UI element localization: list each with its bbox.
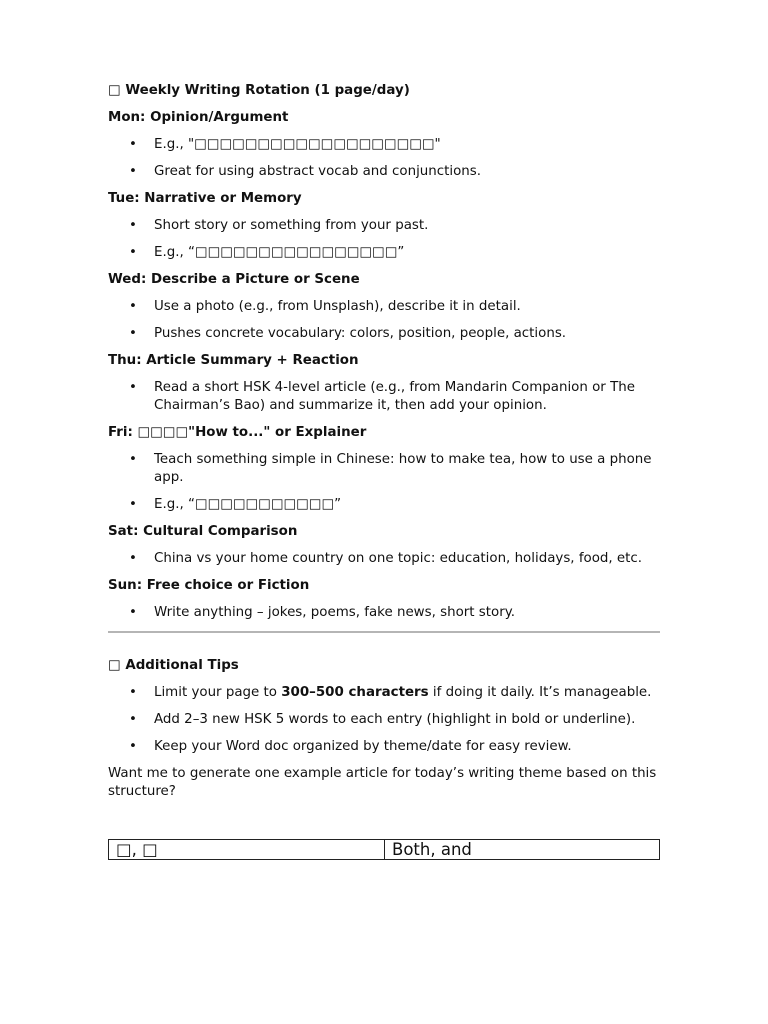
day-list-sun: [108, 604, 660, 622]
tip-text: Limit your page to: [154, 685, 282, 700]
list-item: • E.g., “□□□□□□□□□□□□□□□□”: [108, 244, 660, 262]
day-list-wed: [108, 298, 660, 343]
day-heading-tue: Tue: Narrative or Memory: [108, 191, 302, 206]
list-item: • Add 2–3 new HSK 5 words to each entry (highlight in bold or underline).: [108, 711, 660, 729]
day-heading-sat: Sat: Cultural Comparison: [108, 524, 298, 539]
list-item: • Short story or something from your past.: [108, 217, 660, 235]
day-list-mon: [108, 136, 660, 181]
horizontal-divider: [108, 631, 660, 633]
day-heading-mon: Mon: Opinion/Argument: [108, 110, 289, 125]
tips-title: [108, 657, 660, 675]
list-item: • China vs your home country on one topic: education, holidays, food, etc.: [108, 550, 660, 568]
rotation-title: [108, 82, 660, 100]
tips-list: [108, 684, 660, 756]
table-cell-left: □, □: [116, 840, 158, 859]
day-list-fri: [108, 451, 660, 514]
list-item: • Teach something simple in Chinese: how to make tea, how to use a phone app.: [108, 451, 660, 487]
list-item: • Use a photo (e.g., from Unsplash), describe it in detail.: [108, 298, 660, 316]
lightbulb-icon: □: [108, 658, 121, 673]
list-item: • Great for using abstract vocab and conjunctions.: [108, 163, 660, 181]
day-heading-wed: Wed: Describe a Picture or Scene: [108, 272, 360, 287]
rotation-title-text: Weekly Writing Rotation (1 page/day): [125, 83, 410, 98]
list-item: • E.g., "□□□□□□□□□□□□□□□□□□□": [108, 136, 660, 154]
day-heading-thu: Thu: Article Summary + Reaction: [108, 353, 359, 368]
tip-emphasis: 300–500 characters: [281, 685, 429, 700]
closing-question: Want me to generate one example article for today’s writing theme based on this structure?: [108, 766, 657, 799]
day-list-thu: [108, 379, 660, 415]
tip-text: if doing it daily. It’s manageable.: [428, 685, 652, 700]
day-heading-sun: Sun: Free choice or Fiction: [108, 578, 310, 593]
list-item: • E.g., “□□□□□□□□□□□”: [108, 496, 660, 514]
vocab-table: [108, 839, 660, 860]
table-cell-right: Both, and: [384, 840, 659, 859]
list-item: • Pushes concrete vocabulary: colors, position, people, actions.: [108, 325, 660, 343]
day-list-sat: [108, 550, 660, 568]
list-item: • Write anything – jokes, poems, fake news, short story.: [108, 604, 660, 622]
list-item: • Keep your Word doc organized by theme/date for easy review.: [108, 738, 660, 756]
list-item: [108, 684, 660, 702]
day-heading-fri: Fri: □□□□"How to..." or Explainer: [108, 425, 367, 440]
calendar-icon: □: [108, 83, 121, 98]
tips-title-text: Additional Tips: [125, 658, 239, 673]
document-body: [108, 82, 660, 860]
day-list-tue: [108, 217, 660, 262]
list-item: • Read a short HSK 4-level article (e.g., from Mandarin Companion or The Chairman’s Bao) and summarize it, then add your opinion.: [108, 379, 660, 415]
